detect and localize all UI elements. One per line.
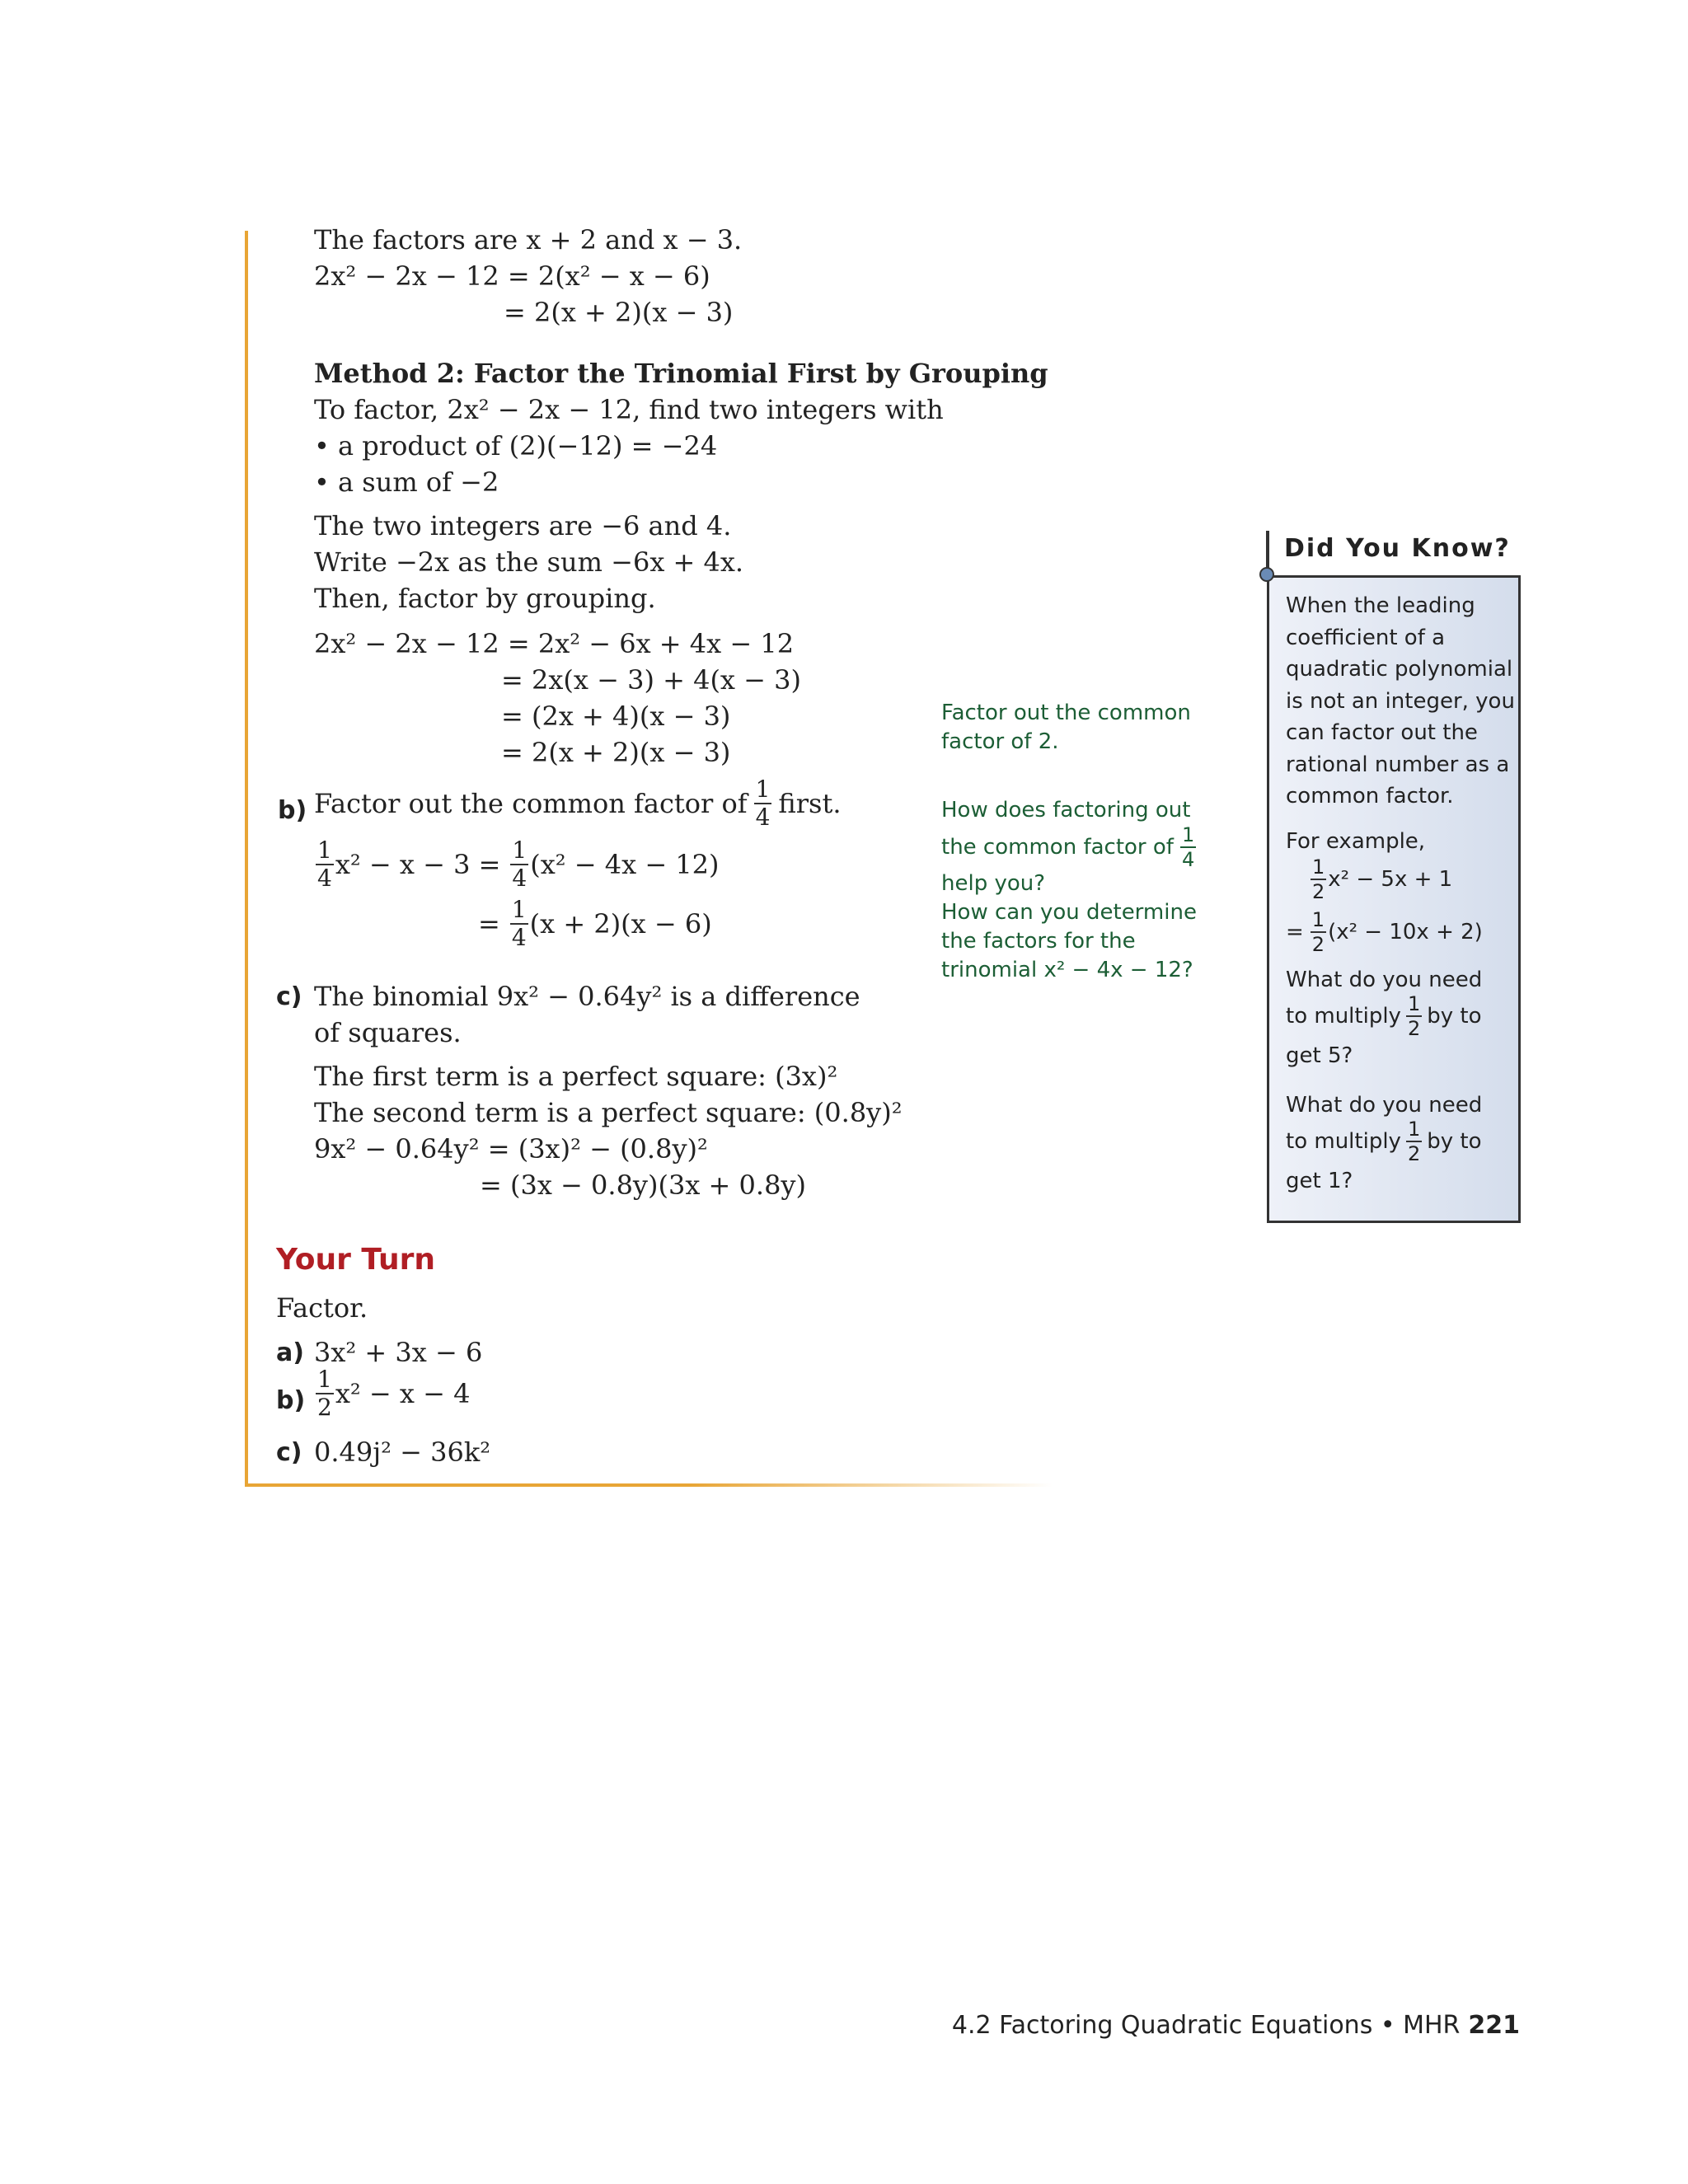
- part-b-text-after: first.: [778, 788, 842, 819]
- part-c-line4: The second term is a perfect square: (0.8y)²: [314, 1097, 903, 1128]
- part-c-line2: of squares.: [314, 1017, 462, 1048]
- your-turn-a-expr: 3x² + 3x − 6: [314, 1337, 483, 1368]
- sidebar-example-expr: $\frac{1}{2}$ x² − 5x + 1: [1312, 855, 1453, 903]
- factors-line: The factors are x + 2 and x − 3.: [314, 224, 743, 255]
- method2-then-line: Then, factor by grouping.: [314, 583, 656, 614]
- sidebar-question1-l3: get 5?: [1286, 1043, 1353, 1068]
- fraction-one-half: $\frac{1}{2}$: [1407, 992, 1421, 1040]
- method2-write-line: Write −2x as the sum −6x + 4x.: [314, 546, 744, 578]
- part-c-line3: The first term is a perfect square: (3x)²: [314, 1061, 838, 1092]
- part-b-eq1-rhs: (x² − 4x − 12): [530, 849, 720, 880]
- method1-eq2: = 2(x + 2)(x − 3): [504, 297, 734, 328]
- part-b-label: b): [278, 796, 307, 825]
- example-bottom-rule: [245, 1483, 1053, 1487]
- page-footer: [952, 2011, 1520, 2040]
- fraction-one-half: $\frac{1}{2}$: [1311, 908, 1325, 956]
- part-b-text: Factor out the common factor of: [314, 788, 748, 819]
- your-turn-b-label: b): [276, 1386, 306, 1415]
- part-b-eq2-rhs: (x + 2)(x − 6): [529, 908, 712, 940]
- your-turn-instruction: Factor.: [276, 1292, 368, 1324]
- footer-section: 4.2 Factoring Quadratic Equations • MHR: [951, 2011, 1461, 2040]
- fraction-one-quarter: $\frac{1}{4}$: [755, 776, 771, 831]
- margin-note-factoring-out: How does factoring out the common factor of $\frac{1}{4}$ help you?: [941, 798, 1195, 896]
- part-b-eq1: [314, 839, 720, 890]
- part-c-line1: The binomial 9x² − 0.64y² is a difference: [314, 981, 860, 1012]
- method2-eq2: = 2x(x − 3) + 4(x − 3): [501, 664, 801, 696]
- your-turn-a-label: a): [276, 1338, 304, 1367]
- equals-sign: =: [478, 908, 500, 940]
- margin-note-determine-factors: How can you determine the factors for the trinomial x² − 4x − 12?: [941, 900, 1197, 982]
- sidebar-question2-l1: What do you need: [1286, 1093, 1483, 1118]
- part-b-eq1-lhs: x² − x − 3 =: [335, 849, 501, 880]
- fraction-one-half: $\frac{1}{2}$: [1407, 1118, 1421, 1165]
- method2-eq4: = 2(x + 2)(x − 3): [501, 737, 731, 768]
- your-turn-c-expr: 0.49j² − 36k²: [314, 1436, 491, 1468]
- example-left-rule: [245, 231, 248, 1487]
- part-b-statement: [314, 778, 842, 829]
- fraction-one-half: $\frac{1}{2}$: [317, 1366, 332, 1421]
- sidebar-question1-l1: What do you need: [1286, 968, 1483, 992]
- your-turn-b-expr: $\frac{1}{2}$ x² − x − 4: [317, 1366, 471, 1421]
- method2-eq1: 2x² − 2x − 12 = 2x² − 6x + 4x − 12: [314, 628, 795, 659]
- fraction-one-quarter: $\frac{1}{4}$: [317, 837, 332, 892]
- fraction-one-quarter: $\frac{1}{4}$: [1181, 823, 1195, 871]
- your-turn-heading: Your Turn: [276, 1243, 436, 1277]
- method2-bullet-product: • a product of (2)(−12) = −24: [314, 430, 718, 462]
- part-c-label: c): [276, 982, 302, 1011]
- part-c-eq2: = (3x − 0.8y)(3x + 0.8y): [480, 1169, 806, 1201]
- sidebar-question1-l2: to multiply $\frac{1}{2}$ by to: [1286, 992, 1482, 1040]
- sidebar-dot: [1259, 567, 1274, 582]
- method1-eq1: 2x² − 2x − 12 = 2(x² − x − 6): [314, 260, 710, 292]
- method2-heading: Method 2: Factor the Trinomial First by Grouping: [314, 358, 1048, 389]
- sidebar-question2-l2: to multiply $\frac{1}{2}$ by to: [1286, 1118, 1482, 1165]
- sidebar-example-intro: For example,: [1286, 829, 1426, 854]
- sidebar-question2-l3: get 1?: [1286, 1169, 1353, 1193]
- fraction-one-quarter: $\frac{1}{4}$: [512, 837, 528, 892]
- method2-integers-line: The two integers are −6 and 4.: [314, 510, 732, 541]
- method2-bullet-sum: • a sum of −2: [314, 466, 499, 498]
- method2-intro: To factor, 2x² − 2x − 12, find two integers with: [314, 394, 944, 425]
- part-b-eq2: [478, 898, 712, 949]
- sidebar-example-factored: = $\frac{1}{2}$ (x² − 10x + 2): [1286, 908, 1483, 956]
- margin-note-common-factor: Factor out the common factor of 2.: [941, 701, 1191, 754]
- method2-eq3: = (2x + 4)(x − 3): [501, 701, 731, 732]
- did-you-know-title: Did You Know?: [1284, 534, 1511, 563]
- page-number: 221: [1468, 2011, 1520, 2040]
- part-c-eq1: 9x² − 0.64y² = (3x)² − (0.8y)²: [314, 1133, 708, 1165]
- fraction-one-half: $\frac{1}{2}$: [1312, 855, 1325, 903]
- fraction-one-quarter: $\frac{1}{4}$: [511, 896, 527, 951]
- your-turn-c-label: c): [276, 1438, 302, 1467]
- sidebar-paragraph: When the leading coefficient of a quadratic polynomial is not an integer, you can factor out the rational number as a common factor.: [1286, 593, 1515, 808]
